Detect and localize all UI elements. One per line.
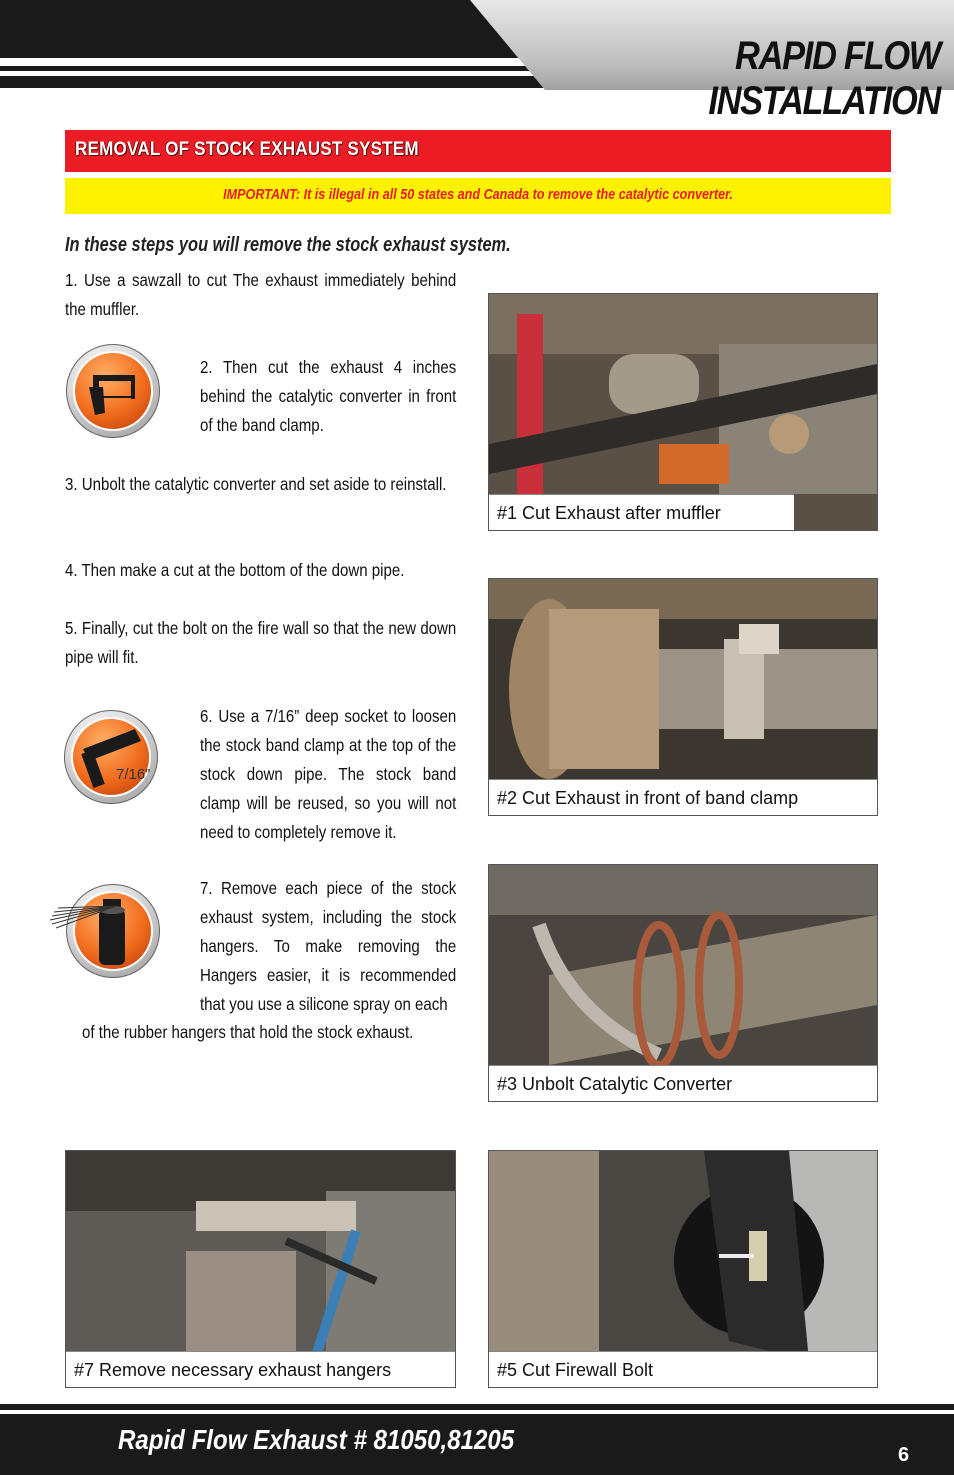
photo-2-caption: #2 Cut Exhaust in front of band clamp — [489, 779, 877, 815]
socket-wrench-icon — [64, 710, 158, 804]
step-1: 1. Use a sawzall to cut The exhaust immediately behind the muffler. — [65, 270, 457, 319]
photo-1-caption: #1 Cut Exhaust after muffler — [489, 494, 794, 530]
step-7: 7. Remove each piece of the stock exhaust system, including the stock hangers. To make removing the Hangers easier, it is recommended that you use a silicone spray on each — [200, 878, 457, 1014]
photo-5-caption: #5 Cut Firewall Bolt — [489, 1351, 877, 1387]
page-title: RAPID FLOW INSTALLATION — [708, 34, 940, 123]
step-4: 4. Then make a cut at the bottom of the down pipe. — [65, 560, 405, 580]
photo-7 — [65, 1150, 456, 1388]
intro-text: In these steps you will remove the stock exhaust system. — [65, 234, 511, 256]
photo-7-caption: #7 Remove necessary exhaust hangers — [66, 1351, 455, 1387]
step-7-continued: of the rubber hangers that hold the stock exhaust. — [82, 1022, 414, 1042]
step-5: 5. Finally, cut the bolt on the fire wall so that the new down pipe will fit. — [65, 618, 457, 667]
photo-5 — [488, 1150, 878, 1388]
step-2: 2. Then cut the exhaust 4 inches behind the catalytic converter in front of the band clamp. — [200, 357, 457, 435]
important-notice: IMPORTANT: It is illegal in all 50 states and Canada to remove the catalytic converter. — [223, 186, 733, 203]
socket-size-label: 7/16” — [116, 766, 151, 783]
section-heading: REMOVAL OF STOCK EXHAUST SYSTEM — [75, 139, 419, 160]
photo-2 — [488, 578, 878, 816]
spray-lines-icon — [48, 890, 118, 930]
step-3: 3. Unbolt the catalytic converter and set aside to reinstall. — [65, 474, 447, 494]
photo-1 — [488, 293, 878, 531]
page-number: 6 — [898, 1444, 910, 1466]
hacksaw-icon — [66, 344, 160, 438]
step-6: 6. Use a 7/16” deep socket to loosen the stock band clamp at the top of the stock down pipe. The stock band clamp will be reused, so you will not need to completely remove it. — [200, 706, 457, 842]
photo-3-caption: #3 Unbolt Catalytic Converter — [489, 1065, 877, 1101]
footer-title: Rapid Flow Exhaust # 81050,81205 — [118, 1424, 515, 1455]
photo-3 — [488, 864, 878, 1102]
